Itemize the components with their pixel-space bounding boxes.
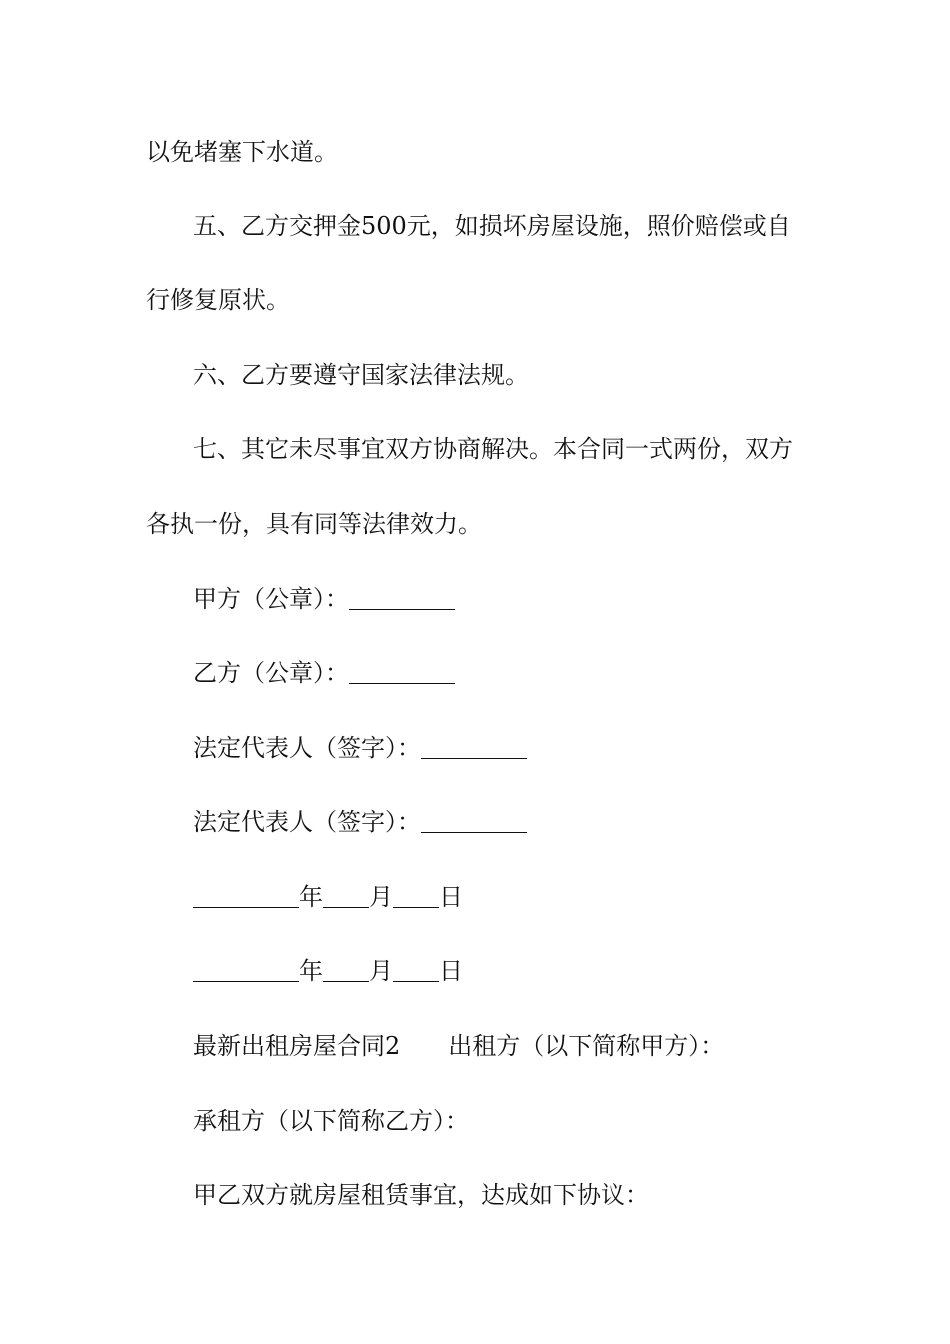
- contract-2-header: [193, 1031, 724, 1061]
- party-b-seal-label: 乙方（公章）：: [193, 659, 349, 687]
- contract-2-title: 最新出租房屋合同2: [193, 1032, 401, 1060]
- month-label: 月: [369, 957, 393, 985]
- day-blank: [393, 885, 439, 908]
- year-blank: [193, 959, 299, 982]
- party-a-seal-field: [193, 584, 455, 614]
- party-b-seal-field: [193, 658, 455, 688]
- year-label: 年: [299, 957, 323, 985]
- clause-5-line-2: 行修复原状。: [146, 286, 290, 314]
- month-blank: [323, 885, 369, 908]
- date-field-1: [193, 882, 463, 912]
- legal-rep-1-blank: [421, 736, 527, 759]
- day-blank: [393, 959, 439, 982]
- legal-rep-1-label: 法定代表人（签字）：: [193, 734, 421, 762]
- party-a-seal-blank: [349, 587, 455, 610]
- party-a-seal-label: 甲方（公章）：: [193, 585, 349, 613]
- month-blank: [323, 959, 369, 982]
- year-label: 年: [299, 883, 323, 911]
- clause-6: 六、乙方要遵守国家法律法规。: [193, 361, 529, 389]
- date-field-2: [193, 956, 463, 986]
- clause-5-line-1: 五、乙方交押金500元，如损坏房屋设施，照价赔偿或自: [193, 212, 791, 240]
- year-blank: [193, 885, 299, 908]
- party-b-seal-blank: [349, 661, 455, 684]
- agreement-intro: 甲乙双方就房屋租赁事宜，达成如下协议：: [193, 1181, 649, 1209]
- lessee-label: 承租方（以下简称乙方）：: [193, 1107, 469, 1135]
- day-label: 日: [439, 957, 463, 985]
- day-label: 日: [439, 883, 463, 911]
- clause-7-line-2: 各执一份，具有同等法律效力。: [146, 510, 482, 538]
- clause-7-line-1: 七、其它未尽事宜双方协商解决。本合同一式两份，双方: [193, 435, 793, 463]
- lessor-label: 出租方（以下简称甲方）：: [448, 1032, 725, 1060]
- legal-rep-2-label: 法定代表人（签字）：: [193, 808, 421, 836]
- legal-rep-2-field: [193, 807, 527, 837]
- legal-rep-1-field: [193, 733, 527, 763]
- legal-rep-2-blank: [421, 810, 527, 833]
- paragraph-line: 以免堵塞下水道。: [146, 138, 338, 166]
- month-label: 月: [369, 883, 393, 911]
